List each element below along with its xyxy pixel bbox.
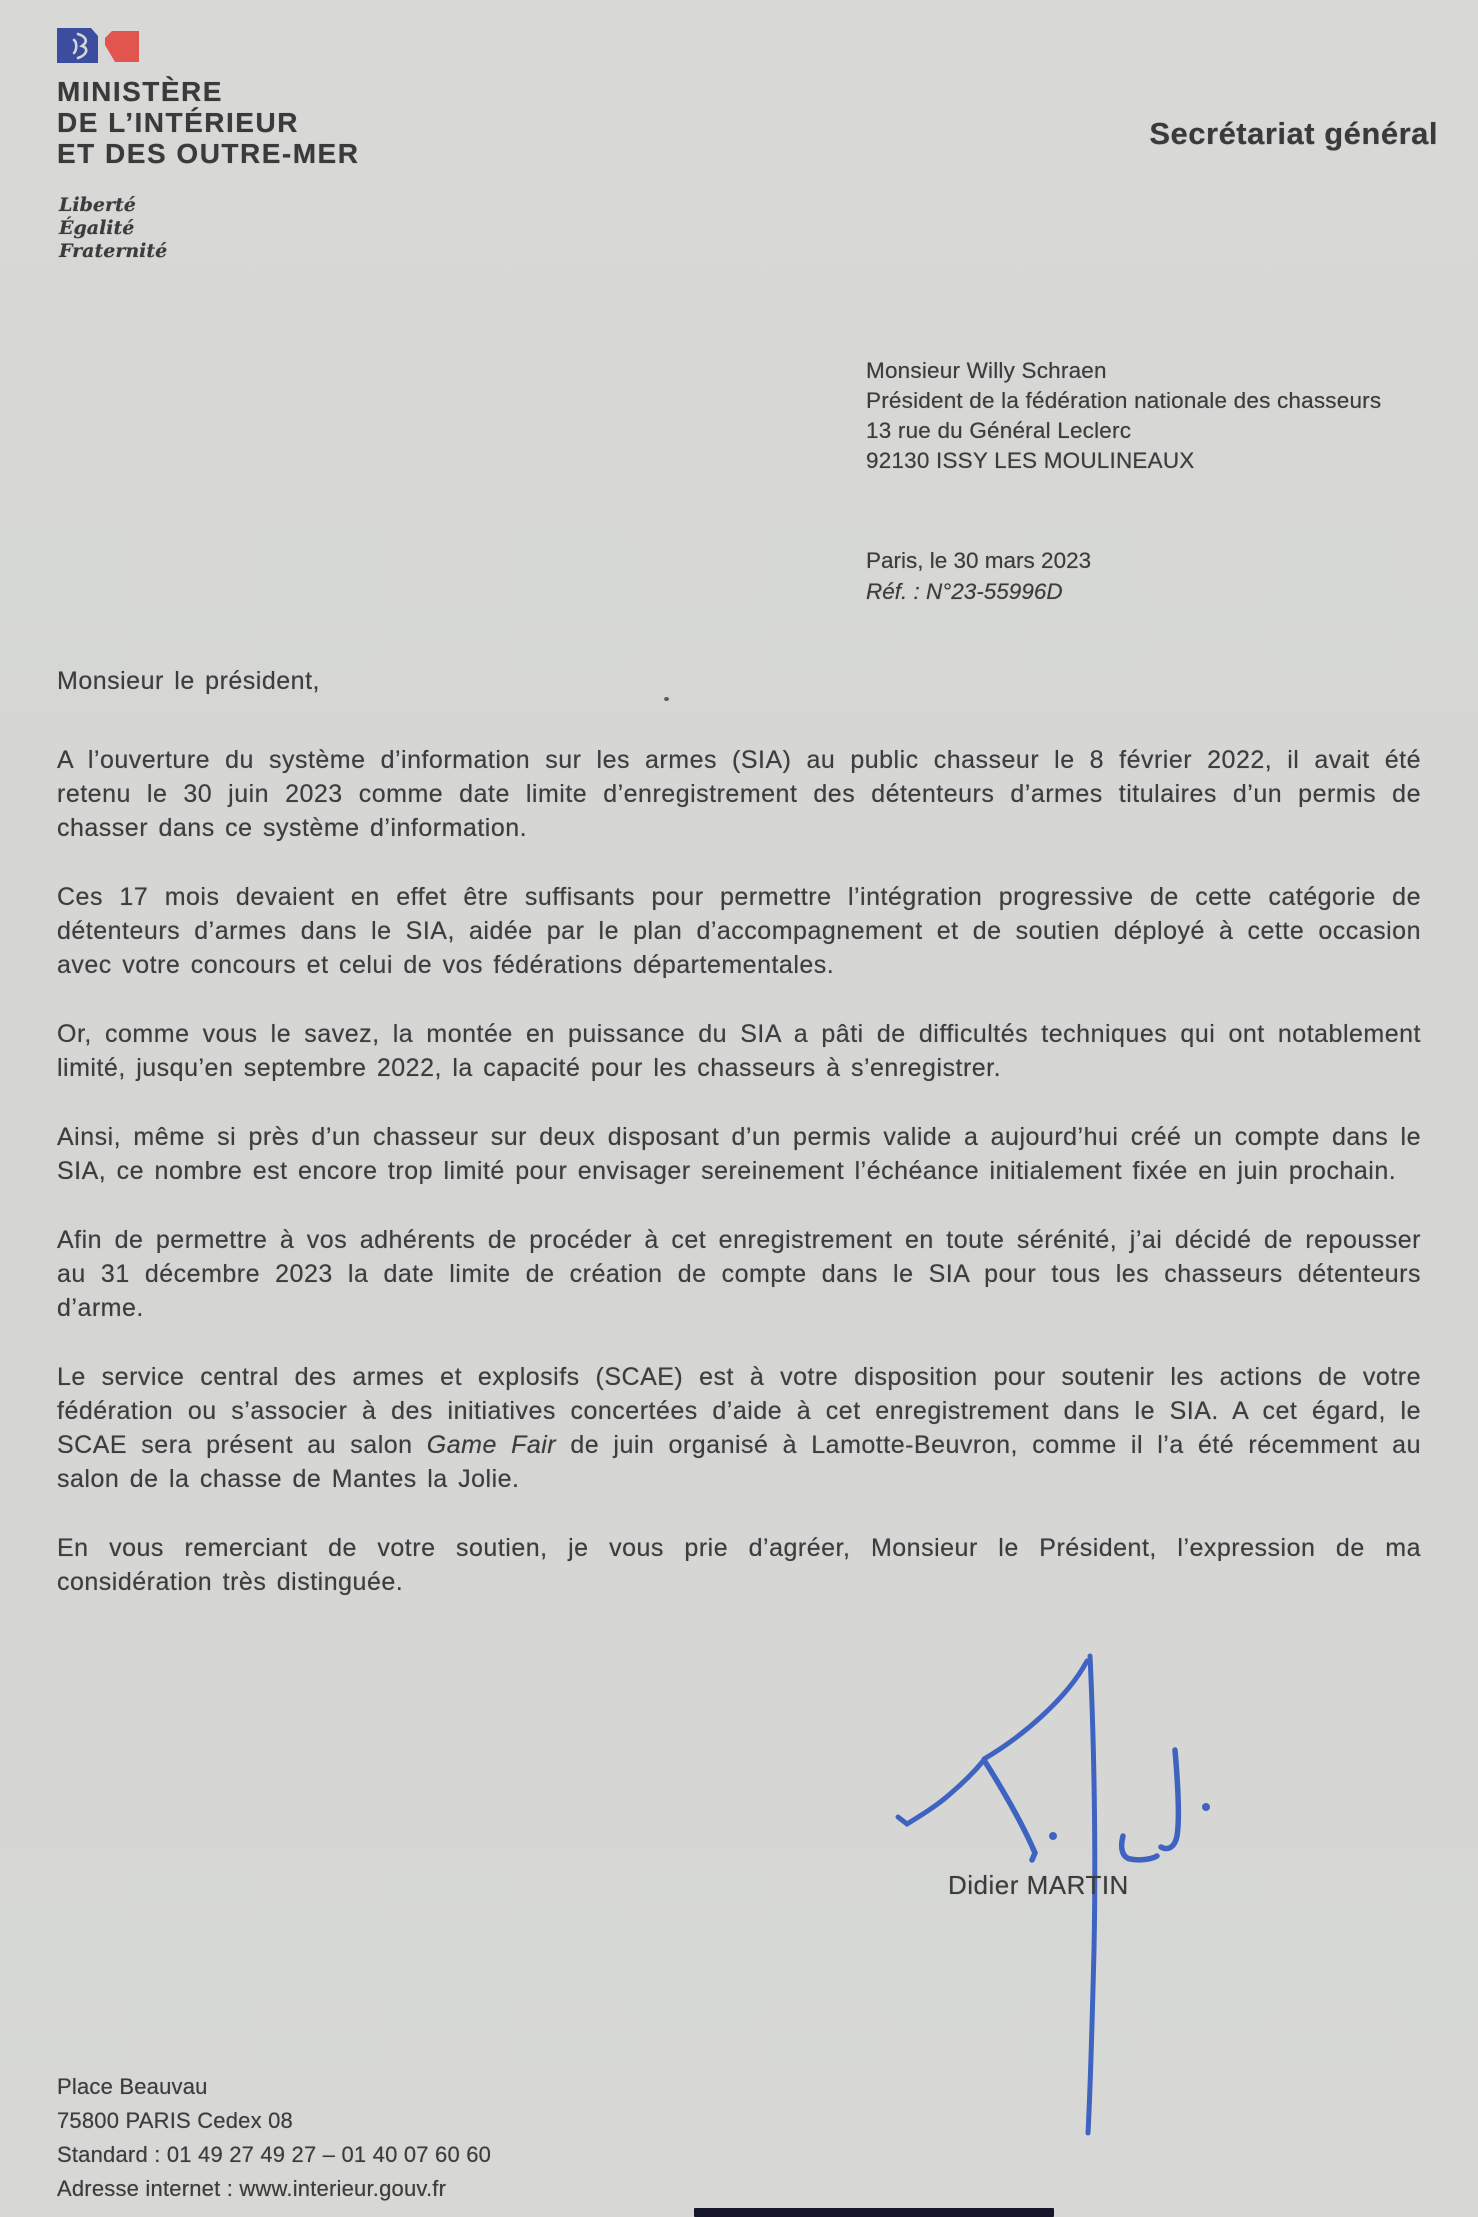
paragraph-scae <box>57 1360 1421 1496</box>
paragraph-17-mois: Ces 17 mois devaient en effet être suffisants pour permettre l’intégration progressive de cette catégorie de détenteurs d’armes dans le SIA, aidée par le plan d’accompagnement et de soutien déployé à cette occasion avec votre concours et celui de vos fédérations départementales. <box>57 883 1421 979</box>
bottom-scan-bar <box>694 2208 1054 2217</box>
motto-liberte: Liberté <box>59 194 136 216</box>
recipient-address <box>866 356 1381 476</box>
reference-line: Réf. : N°23-55996D <box>866 579 1063 604</box>
ministry-name-line2: DE L’INTÉRIEUR <box>57 107 299 138</box>
footer-address <box>57 2070 491 2206</box>
paragraph-scae-gamefair: Game Fair <box>426 1431 557 1459</box>
footer-phone: Standard : 01 49 27 49 27 – 01 40 07 60 60 <box>57 2142 492 2167</box>
republic-motto <box>59 194 167 263</box>
motto-fraternite: Fraternité <box>59 240 168 262</box>
recipient-city: 92130 ISSY LES MOULINEAUX <box>866 448 1195 473</box>
recipient-title: Président de la fédération nationale des chasseurs <box>866 388 1382 413</box>
signatory-name: Didier MARTIN <box>948 1870 1129 1900</box>
letter-body <box>57 664 1421 1634</box>
paragraph-difficultes: Or, comme vous le savez, la montée en puissance du SIA a pâti de difficultés techniques qui ont notablement limité, jusqu’en septembre 2022, la capacité pour les chasseurs à s’enregistrer. <box>57 1020 1421 1082</box>
ministry-name-line1: MINISTÈRE <box>57 76 223 107</box>
recipient-name: Monsieur Willy Schraen <box>866 358 1107 383</box>
closing-formula: En vous remerciant de votre soutien, je vous prie d’agréer, Monsieur le Président, l’expression de ma considération très distinguée. <box>57 1534 1421 1596</box>
footer-street: Place Beauvau <box>57 2074 208 2099</box>
ministry-name <box>57 76 359 169</box>
recipient-street: 13 rue du Général Leclerc <box>866 418 1132 443</box>
letter-meta <box>866 545 1091 607</box>
ministry-name-line3: ET DES OUTRE-MER <box>57 138 360 169</box>
service-title: Secrétariat général <box>1149 116 1438 151</box>
footer-website: Adresse internet : www.interieur.gouv.fr <box>57 2176 447 2201</box>
paragraph-scae-before: Le service central des armes et explosifs (SCAE) est à votre disposition pour soutenir les actions de votre fédération ou s’associer à des initiatives concertées d’aide à cet enregistrement dans le SIA. A cet égard, le SCAE sera présent au salon <box>57 1363 1421 1459</box>
salutation: Monsieur le président, <box>57 667 320 695</box>
footer-city: 75800 PARIS Cedex 08 <box>57 2108 293 2133</box>
paragraph-scae-after: de juin organisé à Lamotte-Beuvron, comme il l’a été récemment au salon de la chasse de Mantes la Jolie. <box>57 1431 1421 1493</box>
paragraph-sia-opening: A l’ouverture du système d’information sur les armes (SIA) au public chasseur le 8 février 2022, il avait été retenu le 30 juin 2023 comme date limite d’enregistrement des détenteurs d’armes titulaires d’un permis de chasser dans ce système d’information. <box>57 746 1421 842</box>
date-line: Paris, le 30 mars 2023 <box>866 548 1092 573</box>
marianne-logo <box>57 28 141 69</box>
motto-egalite: Égalité <box>59 217 135 239</box>
paragraph-compte: Ainsi, même si près d’un chasseur sur deux disposant d’un permis valide a aujourd’hui créé un compte dans le SIA, ce nombre est encore trop limité pour envisager sereinement l’échéance initialement fixée en juin prochain. <box>57 1123 1421 1185</box>
paragraph-report-date: Afin de permettre à vos adhérents de procéder à cet enregistrement en toute sérénité, j’ai décidé de repousser au 31 décembre 2023 la date limite de création de compte dans le SIA pour tous les chasseurs détenteurs d’arme. <box>57 1226 1421 1322</box>
french-flag-icon <box>57 28 141 64</box>
